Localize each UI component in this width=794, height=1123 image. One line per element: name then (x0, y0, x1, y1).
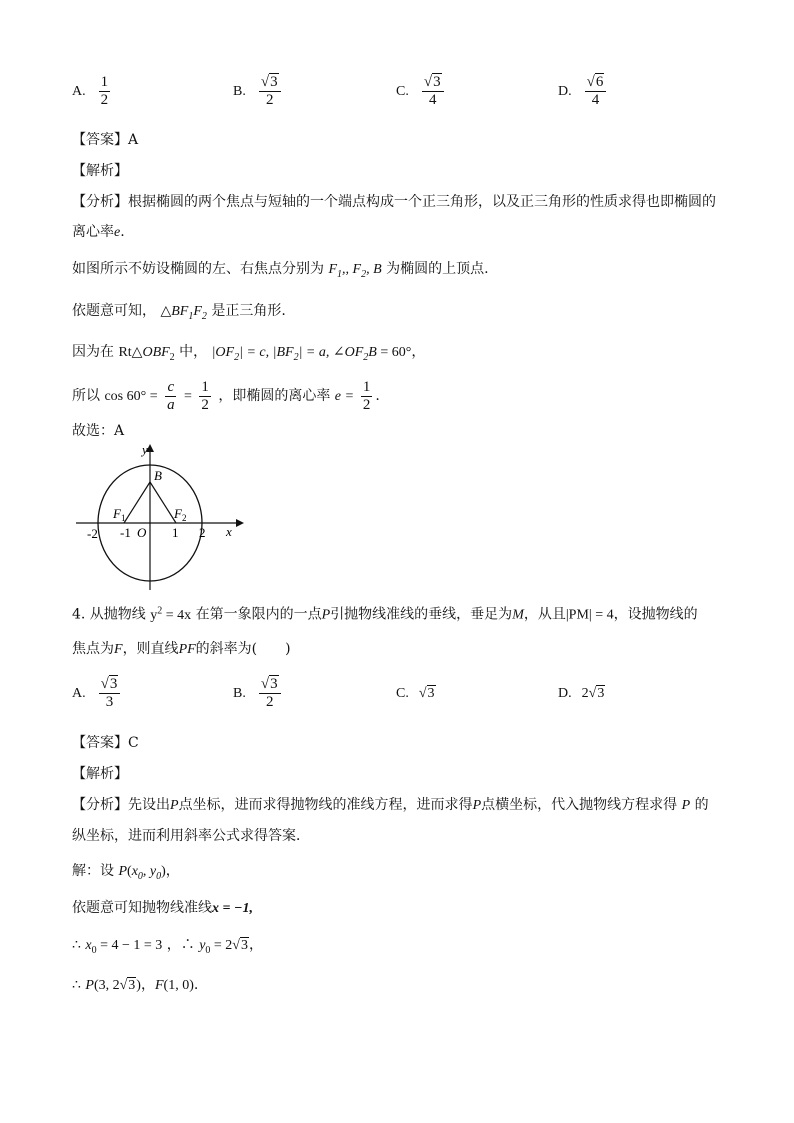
math-y0: $y_0 = 2√3$ (199, 938, 248, 956)
q4-option-b (233, 676, 284, 711)
option-label: D. (558, 686, 572, 701)
ellipse-figure (70, 440, 250, 595)
math-rt-triangle: $Rt\triangle OBF_2$ (118, 345, 175, 363)
q3-option-c (396, 74, 447, 109)
q3-answer: 【答案】A (72, 132, 139, 148)
x-label: x (226, 524, 232, 539)
q4-solution-line4: ∴ P(3, 2√3)，F(1, 0). (72, 977, 199, 993)
tick-label: -1 (120, 525, 131, 540)
option-label: C. (396, 686, 409, 701)
origin-label: O (137, 525, 147, 540)
q4-analysis-line1: 【分析】先设出P点坐标，进而求得抛物线的准线方程，进而求得P点横坐标，代入抛物线方程求得 P 的 (72, 797, 709, 813)
segment-bf1 (124, 482, 150, 523)
q4-stem-line1: 4. 从抛物线 $y^2 = 4x$ 在第一象限内的一点P引抛物线准线的垂线，垂足为M，从且|PM| = 4，设抛物线的 (72, 605, 698, 623)
fraction-half: $\frac{1}{2}$ (362, 378, 371, 413)
q3-analysis-line1: 【分析】根据椭圆的两个焦点与短轴的一个端点构成一个正三角形，以及正三角形的性质求得也即椭圆的 (72, 194, 716, 210)
math-point-p: $P(x_0$, $y_0$) (118, 864, 166, 882)
q3-line-right-triangle: 因为在 $Rt\triangle OBF_2$ 中， $|OF_2| = c$, $|BF_2| = a$, $\angle OF_2B = 60^\circ$， (72, 344, 426, 363)
fraction: $\frac{√3}{2}$ (259, 74, 281, 109)
q4-stem-line2: 焦点为F，则直线PF的斜率为( ) (72, 641, 291, 657)
q4-option-a (72, 676, 123, 711)
fraction: $\frac{√6}{4}$ (585, 74, 607, 109)
x-axis-arrow (236, 519, 244, 527)
q4-solution-line2: 依题意可知抛物线准线x = −1, (72, 900, 253, 916)
q4-answer: 【答案】C (72, 735, 139, 751)
fraction-c-over-a: $\frac{c}{a}$ (167, 378, 175, 413)
q4-analysis-line2: 纵坐标，进而利用斜率公式求得答案． (72, 828, 310, 844)
math-foci: $F_1$,, $F_2$, B (328, 262, 382, 280)
option-label: C. (396, 83, 409, 99)
math-pm: |PM| = 4 (565, 607, 614, 623)
math-x0: $x_0 = 4 - 1 = 3$ (85, 938, 163, 956)
option-label: B. (233, 83, 246, 99)
point-f1-label: $F_1$ (113, 506, 126, 523)
point-b-label: B (154, 468, 162, 483)
q3-line-triangle: 依题意可知， $\triangle BF_1F_2$ 是正三角形. (72, 303, 286, 322)
option-label: A. (72, 685, 86, 701)
tick-label: 1 (172, 525, 179, 540)
q3-option-b (233, 74, 284, 109)
math-parabola: $y^2 = 4x$ (150, 605, 192, 623)
option-label: D. (558, 83, 572, 99)
q3-line-foci: 如图所示不妨设椭圆的左、右焦点分别为 $F_1$,, $F_2$, B 为椭圆的上顶点. (72, 261, 489, 280)
y-label: y (142, 442, 148, 457)
fraction: $\frac{√3}{3}$ (99, 676, 121, 711)
math-triangle: $\triangle BF_1F_2$ (160, 304, 207, 322)
q3-analysis-line2: 离心率e. (72, 224, 125, 240)
point-f2-label: $F_2$ (174, 506, 187, 523)
q4-jiexi: 【解析】 (72, 766, 128, 782)
segment-bf2 (150, 482, 176, 523)
q4-option-c: C. √3 (396, 686, 435, 701)
q4-solution-line1: 解：设 $P(x_0$, $y_0$)， (72, 863, 180, 882)
q3-choice: 故选：A (72, 423, 125, 439)
fraction: $\frac{√3}{2}$ (259, 676, 281, 711)
tick-label: -2 (87, 526, 98, 541)
q4-option-d: D. 2√3 (558, 686, 605, 701)
q3-line-eccentricity: 所以 cos 60° = $\frac{c}{a}$ = $\frac{1}{2}$ ，即椭圆的离心率 e = $\frac{1}{2}$ . (72, 378, 380, 413)
tick-label: 2 (199, 525, 206, 540)
q3-jiexi: 【解析】 (72, 163, 128, 179)
q3-option-a (72, 74, 113, 109)
math-relations: $|OF_2| = c$, $|BF_2| = a$, $\angle OF_2B = 60^\circ$ (211, 345, 412, 363)
fraction: $\frac{√3}{4}$ (422, 74, 444, 109)
q4-solution-line3: ∴ $x_0 = 4 - 1 = 3$ ，∴ $y_0 = 2√3$， (72, 937, 263, 956)
math-cos: cos 60° = (104, 389, 158, 404)
math-points: P(3, 2√3)，F(1, 0) (85, 978, 194, 993)
option-label: A. (72, 83, 86, 99)
fraction-half: $\frac{1}{2}$ (201, 378, 209, 413)
option-label: B. (233, 685, 246, 701)
fraction: $\frac{1}{2}$ (100, 74, 109, 108)
q3-option-d (558, 74, 609, 109)
